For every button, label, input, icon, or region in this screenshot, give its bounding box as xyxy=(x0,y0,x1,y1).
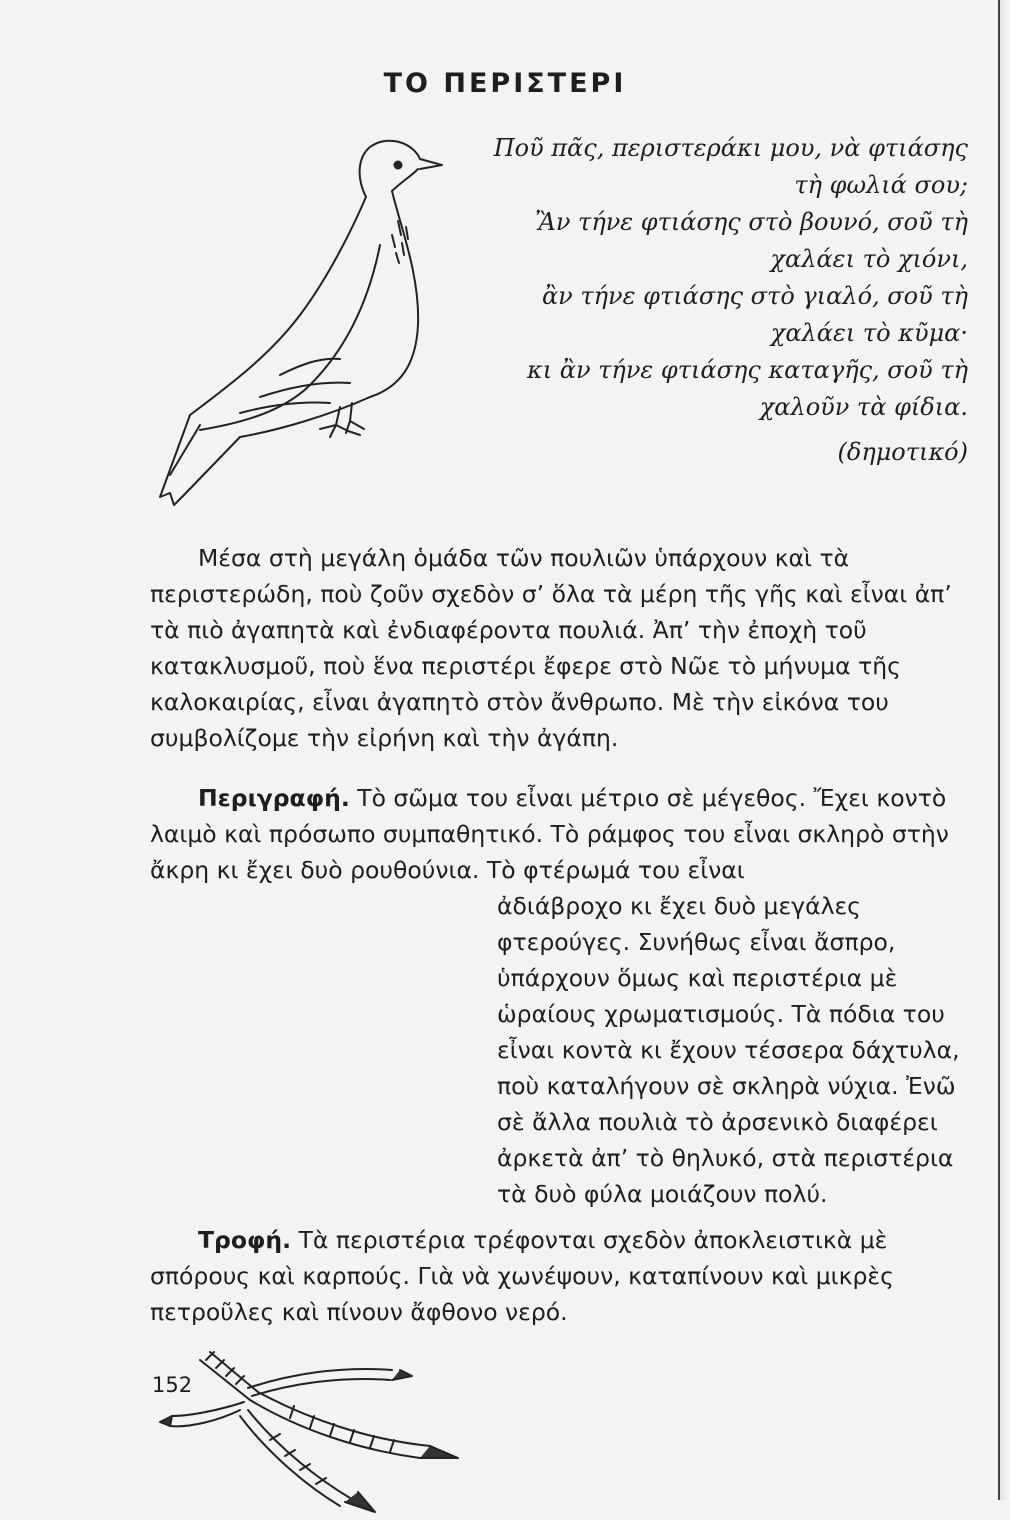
description-text: Τὸ σῶμα του εἶναι μέτριο σὲ μέγεθος. Ἔχει κοντὸ λαιμὸ καὶ πρόσωπο συμπαθητικό. Τὸ ράμφος του εἶναι σκληρὸ στὴν ἄκρη κι ἔχει δυὸ ρουθούνια. Τὸ φτέρωμά του εἶναι xyxy=(150,784,949,884)
page-number: 152 xyxy=(152,1373,193,1397)
poem-line: Ἂν τήνε φτιάσης στὸ βουνό, σοῦ τὴ xyxy=(534,208,968,236)
poem-line: χαλάει τὸ χιόνι, xyxy=(770,245,968,273)
poem-line: χαλάει τὸ κῦμα· xyxy=(770,319,968,347)
poem-line: χαλοῦν τὰ φίδια. xyxy=(759,393,968,421)
description-continuation: ἀδιάβροχο κι ἔχει δυὸ μεγάλες φτερούγες. Συνήθως εἶναι ἄσπρο, ὑπάρχουν ὅμως καὶ περιστέρια μὲ ὡραίους χρωματισμούς. Τὰ πόδια του εἶναι κοντὰ κι ἔχουν τέσσερα δάχτυλα, ποὺ καταλήγουν σὲ σκληρὰ νύχια. Ἐνῶ σὲ ἄλλα πουλιὰ τὸ ἀρσενικὸ διαφέρει ἀρκετὰ ἀπ’ τὸ θηλυκό, στὰ περιστέρια τὰ δυὸ φύλα μοιάζουν πολύ. xyxy=(497,892,960,1208)
page-title: ΤΟ ΠΕΡΙΣΤΕΡΙ xyxy=(383,68,627,99)
description-paragraph xyxy=(150,780,965,888)
poem-line: Ποῦ πᾶς, περιστεράκι μου, νὰ φτιάσης xyxy=(493,134,968,162)
pigeon-foot-illustration xyxy=(140,1340,480,1520)
food-heading: Τροφή. xyxy=(198,1226,292,1254)
pigeon-illustration xyxy=(130,125,450,520)
description-heading: Περιγραφή. xyxy=(198,784,350,812)
poem-line: ἂν τήνε φτιάσης στὸ γιαλό, σοῦ τὴ xyxy=(541,282,968,310)
food-paragraph xyxy=(150,1222,965,1330)
food-text: Τὰ περιστέρια τρέφονται σχεδὸν ἀποκλειστικὰ μὲ σπόρους καὶ καρπούς. Γιὰ νὰ χωνέψουν, καταπίνουν καὶ μικρὲς πετροῦλες καὶ πίνουν ἄφθονο νερό. xyxy=(150,1226,894,1326)
intro-paragraph: Μέσα στὴ μεγάλη ὁμάδα τῶν πουλιῶν ὑπάρχουν καὶ τὰ περιστερώδη, ποὺ ζοῦν σχεδὸν σ’ ὅλα τὰ μέρη τῆς γῆς καὶ εἶναι ἀπ’ τὰ πιὸ ἀγαπητὰ καὶ ἐνδιαφέροντα πουλιά. Ἀπ’ τὴν ἐποχὴ τοῦ κατακλυσμοῦ, ποὺ ἕνα περιστέρι ἔφερε στὸ Νῶε τὸ μήνυμα τῆς καλοκαιρίας, εἶναι ἀγαπητὸ στὸν ἄνθρωπο. Μὲ τὴν εἰκόνα του συμβολίζομε τὴν εἰρήνη καὶ τὴν ἀγάπη. xyxy=(150,544,952,752)
poem-line: κι ἂν τήνε φτιάσης καταγῆς, σοῦ τὴ xyxy=(526,356,968,384)
page-edge xyxy=(998,0,1010,1500)
poem-line: τὴ φωλιά σου; xyxy=(794,171,968,199)
poem-attribution: (δημοτικό) xyxy=(837,438,968,466)
poem xyxy=(468,130,968,471)
